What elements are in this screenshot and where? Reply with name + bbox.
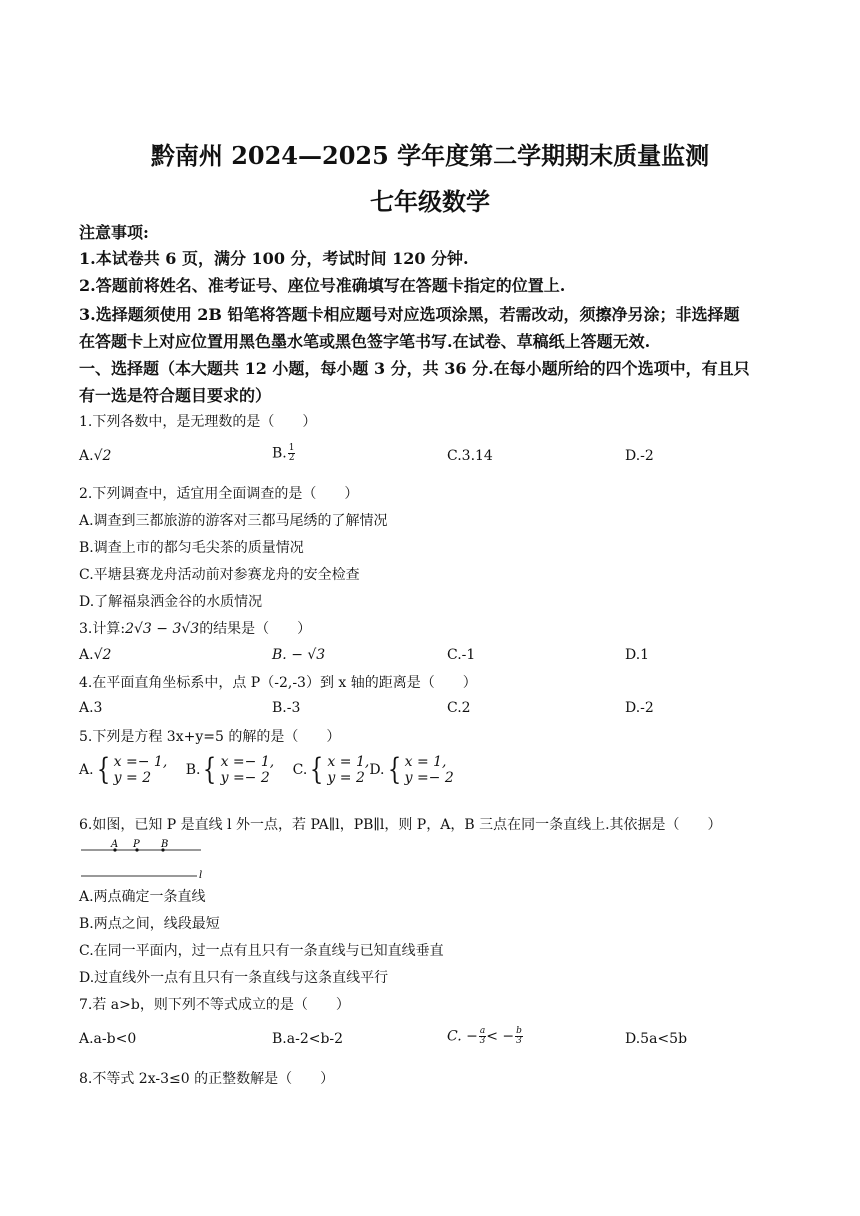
fraction: $\frac{1}{2}$ <box>288 443 295 463</box>
q2-option-c: C.平塘县赛龙舟活动前对参赛龙舟的安全检查 <box>79 567 360 583</box>
q4-option-d: D.-2 <box>625 700 654 716</box>
q5-option-c-label: C. <box>292 762 308 778</box>
question-1-stem: 1.下列各数中，是无理数的是（ ） <box>79 414 317 430</box>
question-5-stem: 5.下列是方程 3x+y=5 的解的是（ ） <box>79 729 341 745</box>
label-p: P <box>133 839 140 850</box>
question-6-stem: 6.如图，已知 P 是直线 l 外一点，若 PA∥l，PB∥l，则 P，A，B 三点在同一条直线上.其依据是（ ） <box>79 817 722 833</box>
question-2-stem: 2.下列调查中，适宜用全面调查的是（ ） <box>79 486 359 502</box>
q2-option-b: B.调查上市的都匀毛尖茶的质量情况 <box>79 540 304 556</box>
q2-option-a: A.调查到三都旅游的游客对三都马尾绣的了解情况 <box>79 513 388 529</box>
question-8-stem: 8.不等式 2x-3≤0 的正整数解是（ ） <box>79 1071 335 1087</box>
q6-option-d: D.过直线外一点有且只有一条直线与这条直线平行 <box>79 970 389 986</box>
q1-option-c: C.3.14 <box>447 448 493 464</box>
q5-option-a-label: A. <box>79 762 94 778</box>
q4-option-a: A.3 <box>79 700 103 716</box>
label-l: l <box>199 870 203 880</box>
q7-option-b: B.a-2<b-2 <box>272 1031 344 1047</box>
q6-figure <box>79 836 209 880</box>
notes-heading: 注意事项: <box>79 223 149 242</box>
q7-option-c: C. − $\frac{a}{3}$ < − $\frac{b}{3}$ <box>447 1026 522 1046</box>
q6-option-a: A.两点确定一条直线 <box>79 889 206 905</box>
question-7-stem: 7.若 a>b，则下列不等式成立的是（ ） <box>79 997 350 1013</box>
q4-option-c: C.2 <box>447 700 471 716</box>
q7-option-a: A.a-b<0 <box>79 1031 137 1047</box>
label-b: B <box>161 839 169 850</box>
q4-option-b: B.-3 <box>272 700 301 716</box>
equation-system-b: { x =− 1, y =− 2 <box>203 752 275 787</box>
q3-option-d: D.1 <box>625 647 650 663</box>
q6-option-c: C.在同一平面内，过一点有且只有一条直线与已知直线垂直 <box>79 943 444 959</box>
equation-system-a: { x =− 1, y = 2 <box>96 752 168 787</box>
q5-option-d-label: D. <box>369 762 385 778</box>
q7-option-d: D.5a<5b <box>625 1031 688 1047</box>
q3-option-c: C.-1 <box>447 647 476 663</box>
section-heading: 一、选择题（本大题共 12 小题，每小题 3 分，共 36 分.在每小题所给的四个选项中，有且只 <box>79 359 750 378</box>
q1-option-a: A.√2 <box>79 448 112 464</box>
note-item: 在答题卡上对应位置用黑色墨水笔或黑色签字笔书写.在试卷、草稿纸上答题无效. <box>79 332 651 351</box>
q3-option-b: B. − √3 <box>272 647 326 663</box>
question-4-stem: 4.在平面直角坐标系中，点 P（-2,-3）到 x 轴的距离是（ ） <box>79 675 477 691</box>
equation-system-c: { x = 1, y = 2 <box>310 752 370 787</box>
q5-options <box>79 754 454 786</box>
q6-option-b: B.两点之间，线段最短 <box>79 916 220 932</box>
note-item: 1.本试卷共 6 页，满分 100 分，考试时间 120 分钟. <box>79 249 469 268</box>
page-subtitle: 七年级数学 <box>370 187 490 216</box>
equation-system-d: { x = 1, y =− 2 <box>387 752 454 787</box>
q3-option-a: A.√2 <box>79 647 112 663</box>
q5-option-b-label: B. <box>185 762 201 778</box>
q1-option-d: D.-2 <box>625 448 654 464</box>
note-item: 3.选择题须使用 2B 铅笔将答题卡相应题号对应选项涂黑，若需改动，须擦净另涂；非选择题 <box>79 305 740 324</box>
question-3-stem: 3.计算:2√3 − 3√3的结果是（ ） <box>79 621 312 637</box>
q1-option-b: B. $\frac{1}{2}$ <box>272 443 295 463</box>
section-heading-cont: 有一选是符合题目要求的） <box>79 386 272 405</box>
label-a: A <box>111 839 119 850</box>
q2-option-d: D.了解福泉洒金谷的水质情况 <box>79 594 263 610</box>
page-title: 黔南州 2024—2025 学年度第二学期期末质量监测 <box>150 141 710 170</box>
note-item: 2.答题前将姓名、准考证号、座位号准确填写在答题卡指定的位置上. <box>79 276 566 295</box>
